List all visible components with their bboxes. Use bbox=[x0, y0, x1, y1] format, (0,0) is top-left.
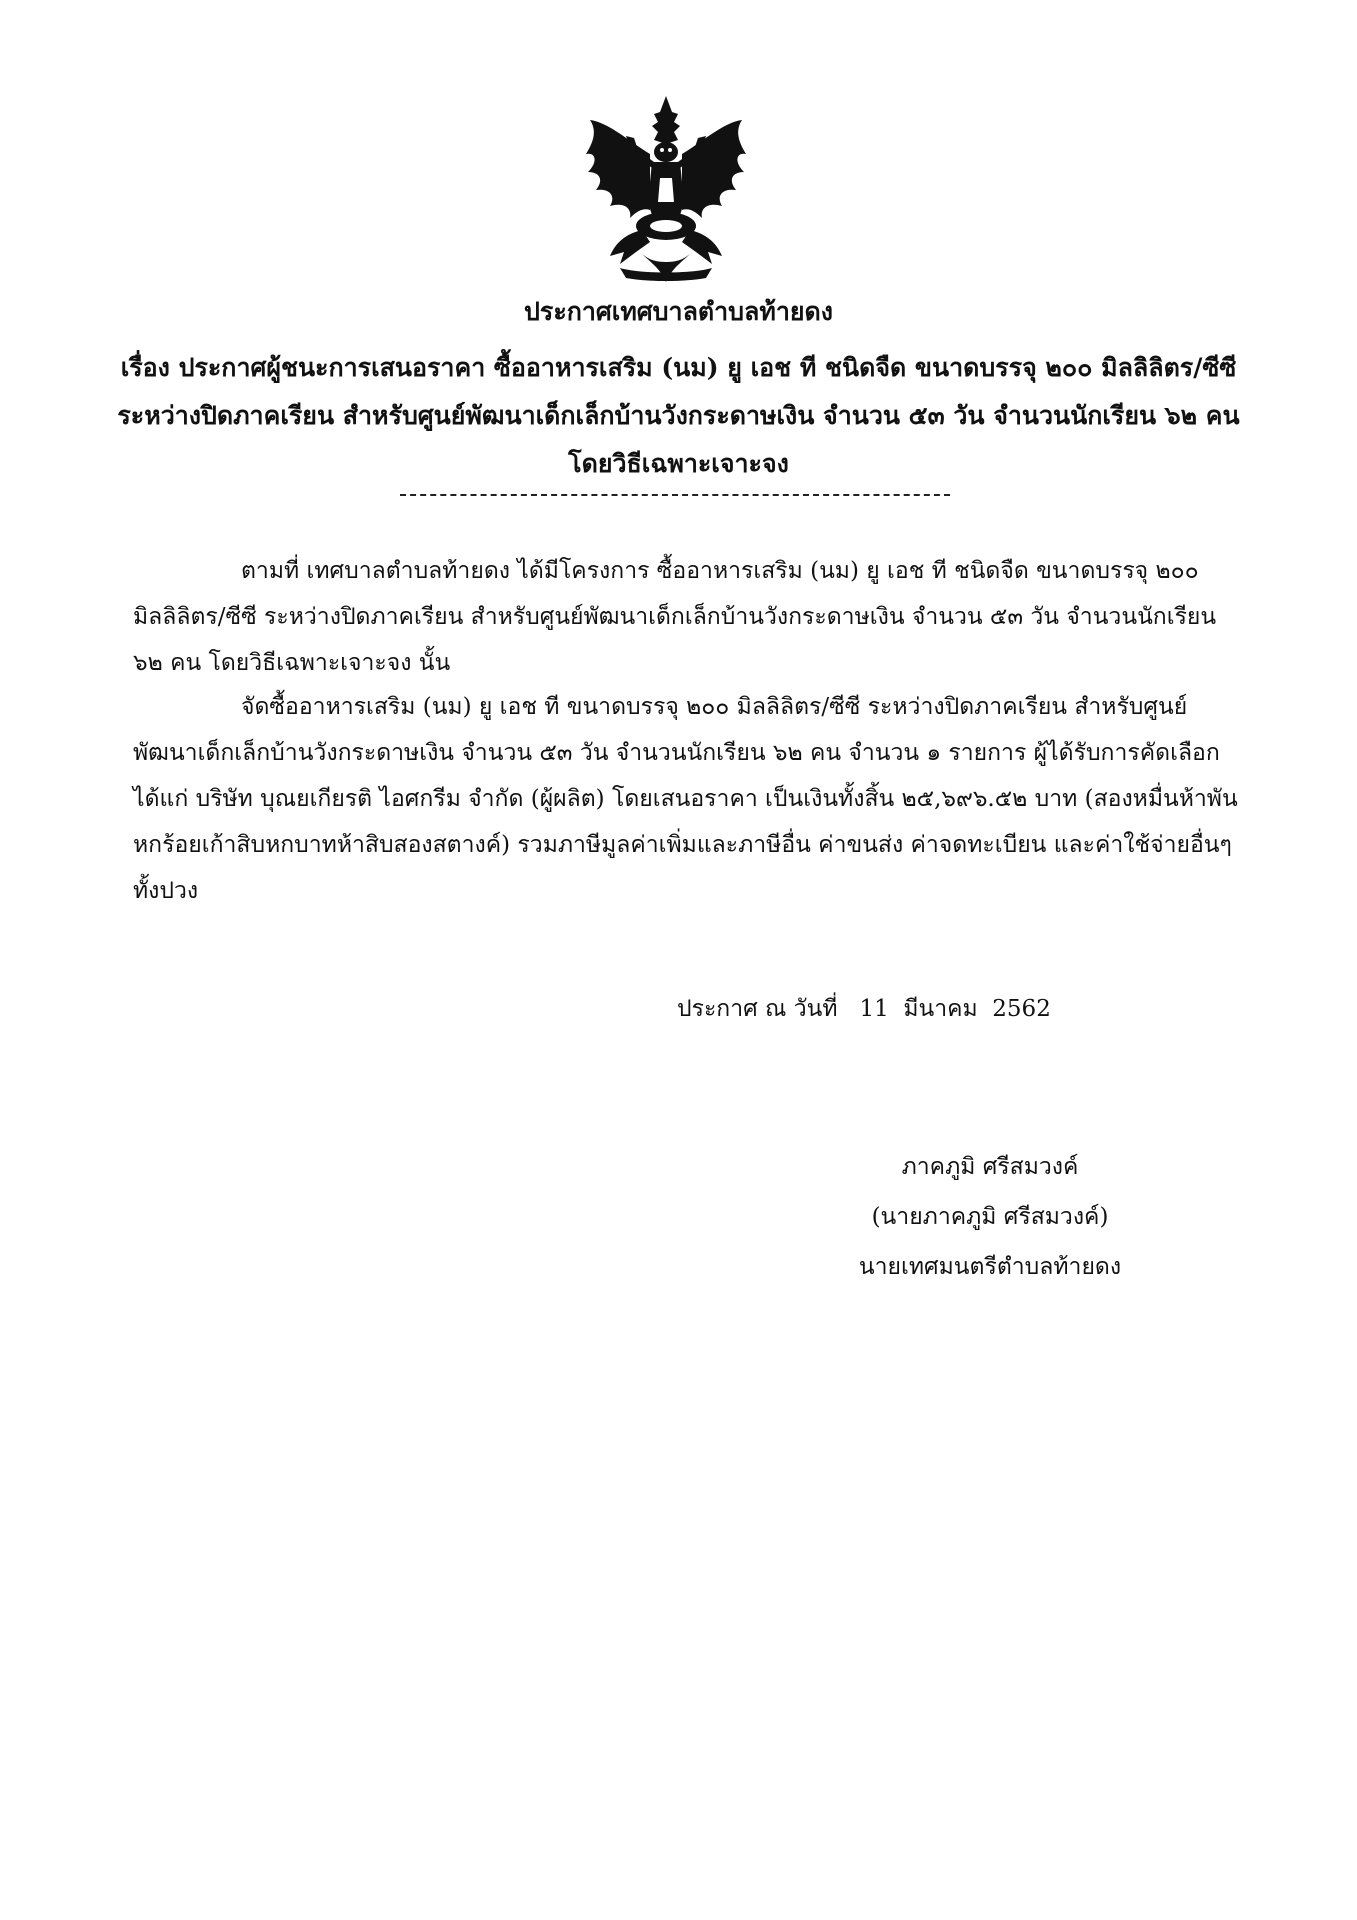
document-title: ประกาศเทศบาลตำบลท้ายดง bbox=[524, 297, 833, 326]
signatory-full-name: (นายภาคภูมิ ศรีสมวงค์) bbox=[871, 1204, 1109, 1230]
signatory-position: นายเทศมนตรีตำบลท้ายดง bbox=[858, 1254, 1122, 1280]
signature-block bbox=[780, 1142, 1200, 1292]
paragraph-intro-text: ตามที่ เทศบาลตำบลท้ายดง ได้มีโครงการ ซื้ออาหารเสริม (นม) ยู เอช ที ชนิดจืด ขนาดบรรจุ ๒๐๐ มิลลิลิตร/ซีซี ระหว่างปิดภาคเรียน สำหรับศูนย์พัฒนาเด็กเล็กบ้านวังกระดาษเงิน จำนวน ๕๓ วัน จำนวนนักเรียน ๖๒ คน โดยวิธีเฉพาะเจาะจง นั้น bbox=[133, 558, 1217, 676]
garuda-emblem-icon bbox=[580, 92, 752, 286]
paragraph-award-text: จัดซื้ออาหารเสริม (นม) ยู เอช ที ขนาดบรรจุ ๒๐๐ มิลลิลิตร/ซีซี ระหว่างปิดภาคเรียน สำหรับศูนย์พัฒนาเด็กเล็กบ้านวังกระดาษเงิน จำนวน ๕๓ วัน จำนวนนักเรียน ๖๒ คน จำนวน ๑ รายการ ผู้ได้รับการคัดเลือก ได้แก่ บริษัท บุณยเกียรติ ไอศกรีม จำกัด (ผู้ผลิต) โดยเสนอราคา เป็นเงินทั้งสิ้น ๒๕,๖๙๖.๕๒ บาท (สองหมื่นห้าพันหกร้อยเก้าสิบหกบาทห้าสิบสองสตางค์) รวมภาษีมูลค่าเพิ่มและภาษีอื่น ค่าขนส่ง ค่าจดทะเบียน และค่าใช้จ่ายอื่นๆ ทั้งปวง bbox=[133, 694, 1238, 904]
document-subject: เรื่อง ประกาศผู้ชนะการเสนอราคา ซื้ออาหารเสริม (นม) ยู เอช ที ชนิดจืด ขนาดบรรจุ ๒๐๐ มิลลิลิตร/ซีซี ระหว่างปิดภาคเรียน สำหรับศูนย์พัฒนาเด็กเล็กบ้านวังกระดาษเงิน จำนวน ๕๓ วัน จำนวนนักเรียน ๖๒ คน โดยวิธีเฉพาะเจาะจง bbox=[117, 353, 1240, 478]
announcement-date: ประกาศ ณ วันที่ 11 มีนาคม 2562 bbox=[677, 996, 1051, 1022]
signature-name: ภาคภูมิ ศรีสมวงค์ bbox=[901, 1154, 1079, 1180]
paragraph-award bbox=[133, 684, 1248, 914]
paragraph-intro bbox=[133, 548, 1248, 686]
dashed-separator bbox=[400, 494, 950, 496]
